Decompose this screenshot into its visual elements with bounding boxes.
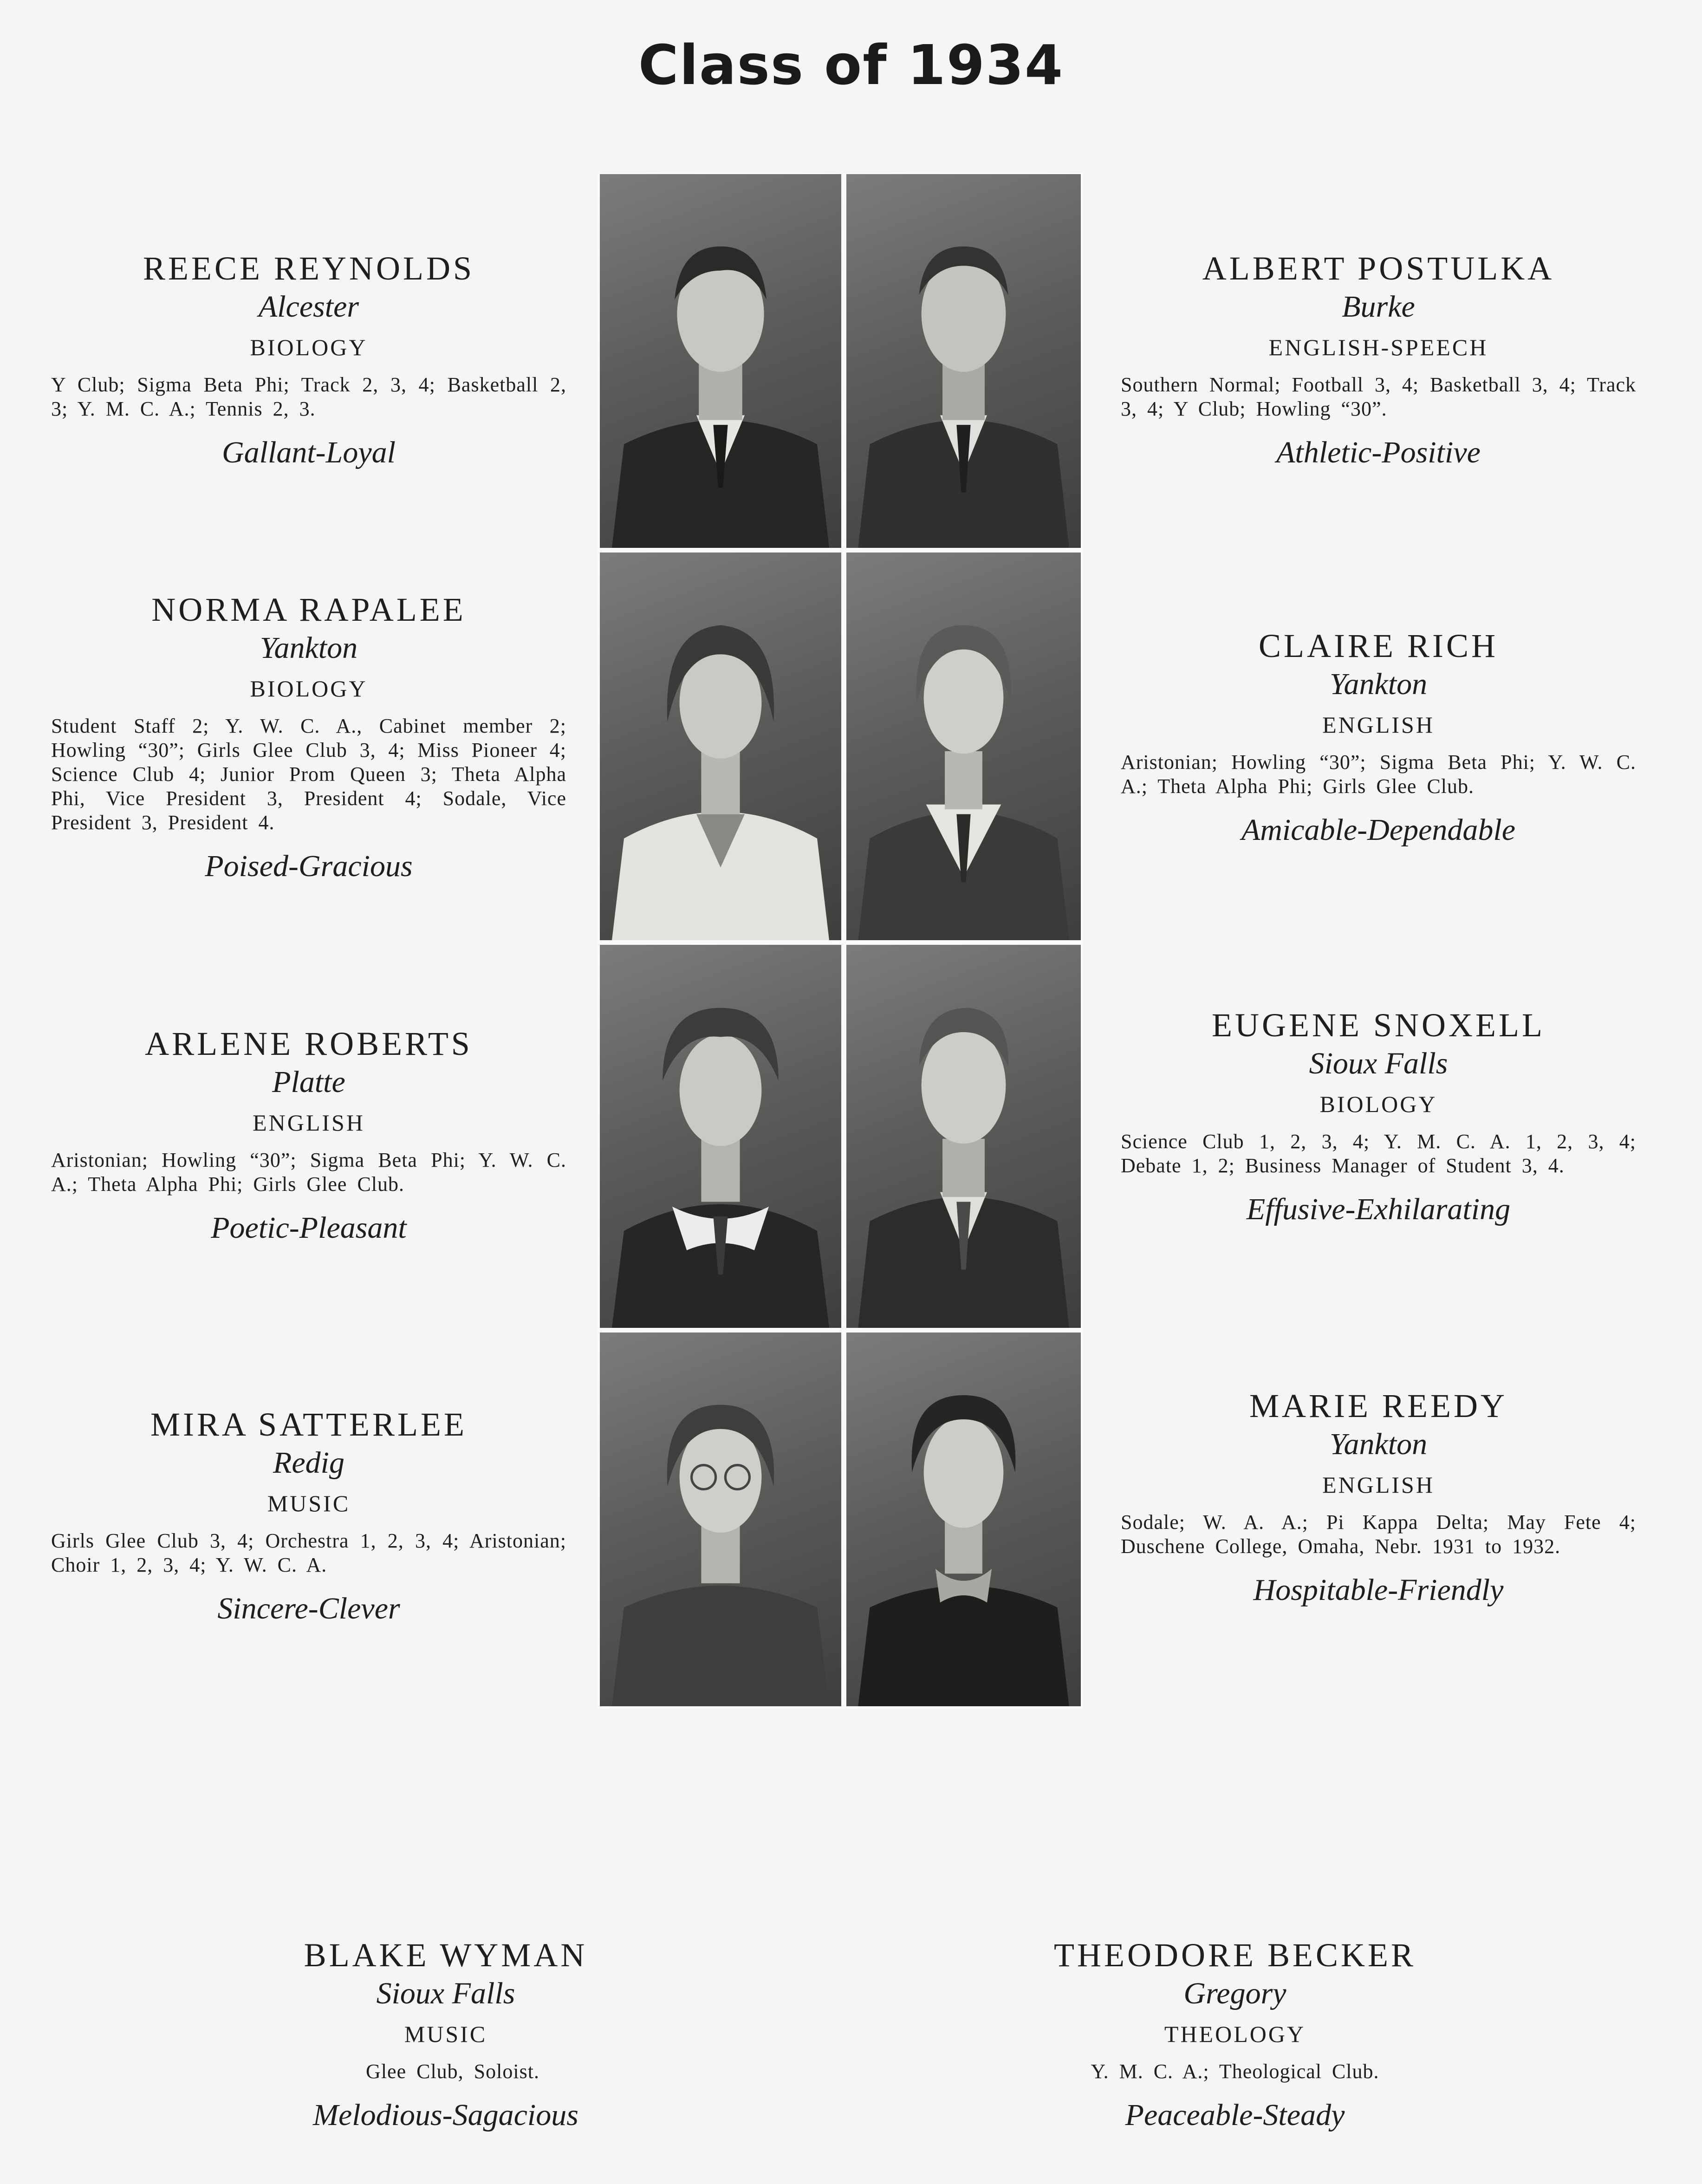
student-name: CLAIRE RICH — [1259, 627, 1498, 664]
student-entry-claire-rich — [1121, 626, 1636, 849]
student-traits: Gallant-Loyal — [222, 436, 396, 469]
student-activities: Girls Glee Club 3, 4; Orchestra 1, 2, 3, 4; Aristonian; Choir 1, 2, 3, 4; Y. W. C. A. — [51, 1529, 566, 1576]
student-hometown: Sioux Falls — [1309, 1046, 1448, 1080]
student-major: BIOLOGY — [1319, 1091, 1437, 1117]
student-traits: Hospitable-Friendly — [1253, 1573, 1504, 1607]
student-name: ARLENE ROBERTS — [145, 1025, 473, 1062]
student-traits: Sincere-Clever — [217, 1592, 400, 1625]
student-traits: Peaceable-Steady — [1125, 2098, 1345, 2132]
student-hometown: Yankton — [1329, 667, 1428, 701]
student-activities: Aristonian; Howling “30”; Sigma Beta Phi; Y. W. C. A.; Theta Alpha Phi; Girls Glee Club. — [51, 1149, 566, 1196]
student-hometown: Yankton — [1329, 1427, 1428, 1461]
portrait-photo-norma-rapalee — [600, 552, 841, 940]
student-name: BLAKE WYMAN — [304, 1937, 588, 1974]
student-name: EUGENE SNOXELL — [1212, 1007, 1545, 1044]
student-activities: Science Club 1, 2, 3, 4; Y. M. C. A. 1, 2, 3, 4; Debate 1, 2; Business Manager of Student 3, 4. — [1121, 1130, 1636, 1177]
student-major: BIOLOGY — [250, 676, 368, 702]
portrait-photo-claire-rich — [846, 552, 1081, 940]
student-entry-arlene-roberts — [51, 1024, 566, 1247]
student-traits: Amicable-Dependable — [1241, 813, 1516, 847]
student-hometown: Burke — [1342, 290, 1415, 324]
student-name: THEODORE BECKER — [1054, 1937, 1416, 1974]
student-entry-marie-reedy — [1121, 1386, 1636, 1609]
student-major: BIOLOGY — [250, 334, 368, 360]
student-name: MARIE REEDY — [1249, 1387, 1507, 1424]
student-activities: Southern Normal; Football 3, 4; Basketball 3, 4; Track 3, 4; Y Club; Howling “30”. — [1121, 373, 1636, 420]
student-traits: Athletic-Positive — [1276, 436, 1481, 469]
student-hometown: Platte — [272, 1065, 345, 1099]
student-traits: Poetic-Pleasant — [211, 1211, 407, 1245]
student-activities: Y Club; Sigma Beta Phi; Track 2, 3, 4; Basketball 2, 3; Y. M. C. A.; Tennis 2, 3. — [51, 373, 566, 420]
page-title: Class of 1934 — [638, 33, 1064, 97]
student-hometown: Alcester — [258, 290, 359, 324]
student-major: ENGLISH — [253, 1110, 365, 1136]
portrait-photo-grid — [598, 173, 1083, 1709]
student-hometown: Yankton — [260, 631, 358, 665]
student-hometown: Redig — [273, 1446, 344, 1480]
portrait-photo-marie-reedy — [846, 1332, 1081, 1706]
student-activities: Y. M. C. A.; Theological Club. — [1091, 2060, 1379, 2083]
student-name: MIRA SATTERLEE — [150, 1406, 467, 1443]
student-major: MUSIC — [267, 1490, 351, 1516]
student-major: ENGLISH — [1322, 1472, 1435, 1498]
portrait-photo-eugene-snoxell — [846, 945, 1081, 1328]
portrait-photo-reece-reynolds — [600, 174, 841, 548]
student-name: ALBERT POSTULKA — [1202, 250, 1555, 287]
student-activities: Student Staff 2; Y. W. C. A., Cabinet member 2; Howling “30”; Girls Glee Club 3, 4; Miss Pioneer 4; Science Club 4; Junior Prom Queen 3; Theta Alpha Phi, Vice President 3, President 4; Sodale, Vice President 3, President 4. — [51, 715, 566, 834]
student-activities: Sodale; W. A. A.; Pi Kappa Delta; May Fete 4; Duschene College, Omaha, Nebr. 1931 to 1932. — [1121, 1511, 1636, 1558]
student-activities: Glee Club, Soloist. — [366, 2060, 539, 2083]
portrait-photo-arlene-roberts — [600, 945, 841, 1328]
student-entry-reece-reynolds — [51, 248, 566, 471]
student-entry-albert-postulka — [1121, 248, 1636, 471]
student-name: REECE REYNOLDS — [143, 250, 474, 287]
student-entry-norma-rapalee — [51, 590, 566, 885]
student-entry-mira-satterlee — [51, 1404, 566, 1627]
student-major: MUSIC — [404, 2021, 487, 2047]
student-entry-eugene-snoxell — [1121, 1005, 1636, 1228]
student-name: NORMA RAPALEE — [151, 591, 466, 628]
student-entry-theodore-becker — [966, 1935, 1504, 2134]
student-major: ENGLISH — [1322, 712, 1435, 738]
student-traits: Melodious-Sagacious — [313, 2098, 578, 2132]
student-major: THEOLOGY — [1164, 2021, 1306, 2047]
student-activities: Aristonian; Howling “30”; Sigma Beta Phi; Y. W. C. A.; Theta Alpha Phi; Girls Glee Club. — [1121, 751, 1636, 798]
student-hometown: Gregory — [1183, 1976, 1286, 2010]
portrait-photo-albert-postulka — [846, 174, 1081, 548]
portrait-photo-mira-satterlee — [600, 1332, 841, 1706]
student-hometown: Sioux Falls — [376, 1976, 515, 2010]
student-traits: Effusive-Exhilarating — [1246, 1192, 1511, 1226]
student-major: ENGLISH-SPEECH — [1268, 334, 1488, 360]
student-entry-blake-wyman — [176, 1935, 715, 2134]
student-traits: Poised-Gracious — [205, 849, 413, 883]
